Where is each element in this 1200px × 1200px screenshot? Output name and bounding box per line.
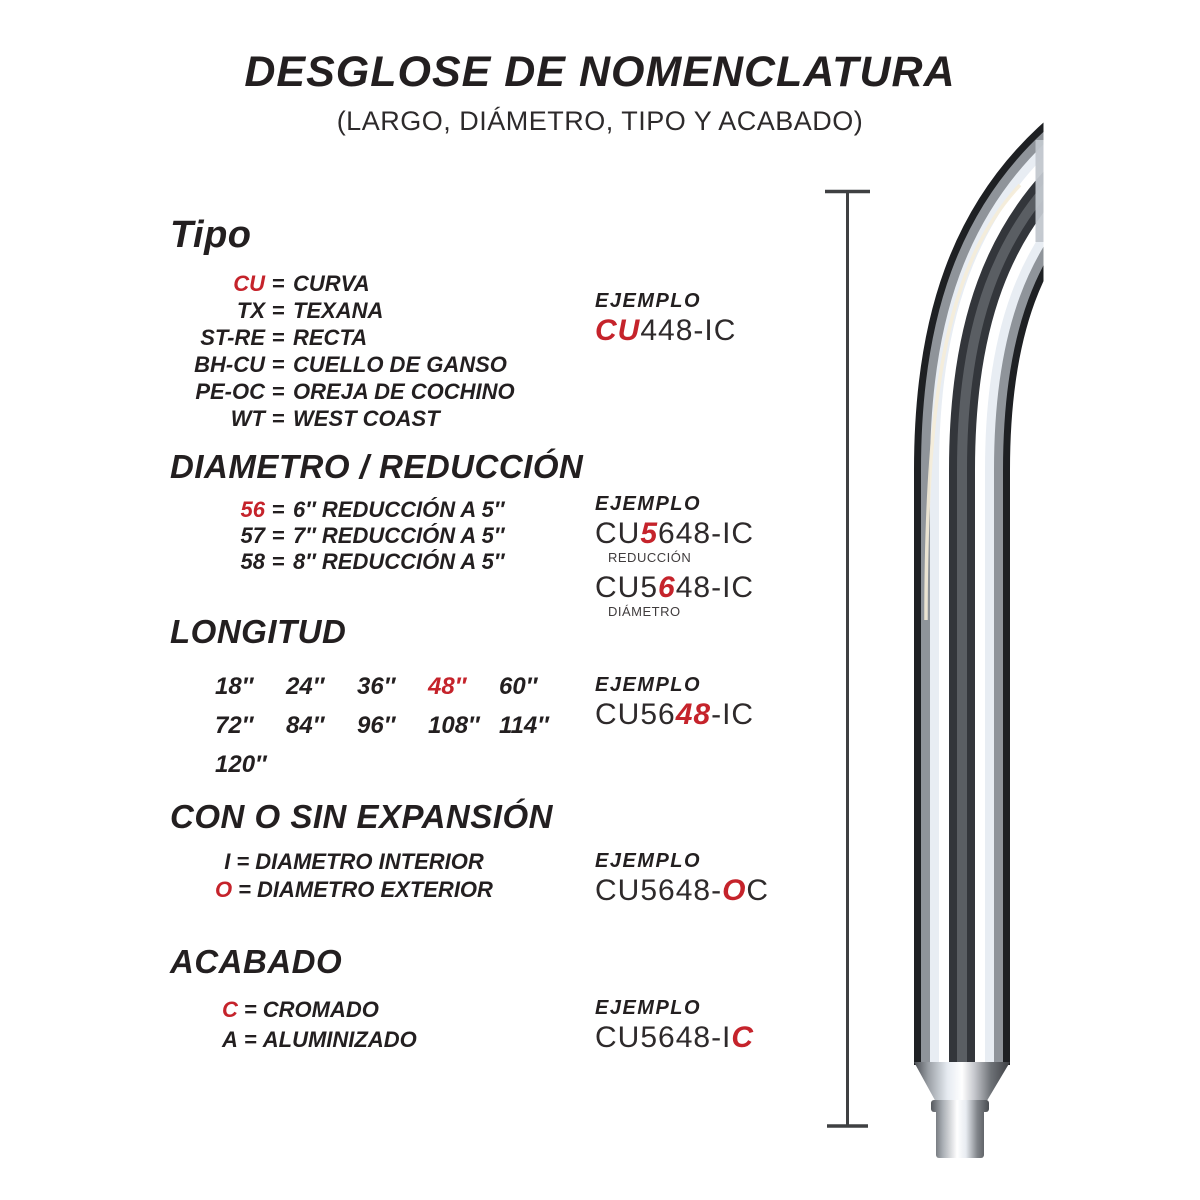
equals-sign: =: [271, 352, 285, 377]
pipe-inlet-tube: [936, 1108, 984, 1158]
example-code: [595, 315, 736, 347]
code-segment: 648-IC: [658, 517, 755, 550]
length-value: 72″: [215, 712, 254, 739]
section-expansion: [170, 798, 553, 904]
code-segment-highlighted: O: [722, 874, 747, 907]
equals-sign: =: [271, 497, 285, 522]
diametro-value: 8″ REDUCCIÓN A 5″: [293, 549, 505, 574]
diametro-code: 57: [240, 523, 265, 548]
page-title: DESGLOSE DE NOMENCLATURA: [244, 48, 956, 96]
code-segment: CU5: [595, 571, 659, 604]
length-value: 108″: [428, 712, 480, 739]
equals-sign: =: [271, 523, 285, 548]
code-segment: 48-IC: [675, 571, 755, 604]
longitud-values-grid: [170, 667, 570, 784]
length-value: 120″: [215, 751, 267, 778]
equals-sign: =: [271, 325, 285, 350]
section-tipo-heading: Tipo: [170, 214, 252, 256]
pipe-cut-rim: [1036, 140, 1044, 242]
section-longitud: [170, 613, 570, 784]
equals-sign: =: [238, 877, 252, 902]
section-acabado-heading: ACABADO: [170, 943, 343, 980]
equals-sign: =: [271, 298, 285, 323]
expansion-definition-list: [170, 848, 538, 904]
example-label: EJEMPLO: [595, 290, 702, 312]
example-label: EJEMPLO: [595, 674, 702, 696]
example-label: EJEMPLO: [595, 493, 702, 515]
code-segment-highlighted: 48: [675, 698, 712, 731]
tipo-value: OREJA DE COCHINO: [293, 379, 515, 404]
length-value: 96″: [357, 712, 396, 739]
acabado-code: C: [222, 997, 238, 1022]
exhaust-pipe-illustration: [780, 110, 1200, 1200]
tipo-code: PE-OC: [195, 379, 265, 404]
code-segment: CU5648-I: [595, 1021, 732, 1054]
example-block-expansion: [595, 850, 769, 907]
code-segment: C: [746, 874, 770, 907]
code-segment: 448-IC: [640, 314, 737, 347]
acabado-code: A: [222, 1027, 238, 1052]
example-code: [595, 518, 754, 550]
tipo-value: CURVA: [293, 271, 370, 296]
tipo-code: ST-RE: [200, 325, 265, 350]
section-expansion-heading: CON O SIN EXPANSIÓN: [170, 798, 553, 835]
diametro-value: 7″ REDUCCIÓN A 5″: [293, 523, 505, 548]
tipo-code: BH-CU: [194, 352, 265, 377]
code-segment: CU56: [595, 698, 676, 731]
example-label: EJEMPLO: [595, 997, 702, 1019]
code-segment-highlighted: 6: [658, 571, 676, 604]
equals-sign: =: [236, 849, 250, 874]
length-value: 114″: [499, 712, 549, 739]
code-segment-highlighted: 5: [640, 517, 659, 550]
acabado-value: ALUMINIZADO: [262, 1027, 417, 1052]
page-subtitle: (LARGO, DIÁMETRO, TIPO Y ACABADO): [336, 106, 864, 136]
equals-sign: =: [271, 549, 285, 574]
length-value: 24″: [286, 673, 325, 700]
code-segment: -IC: [711, 698, 755, 731]
example-code: [595, 572, 754, 604]
diametro-value: 6″ REDUCCIÓN A 5″: [293, 497, 505, 522]
tipo-code: CU: [233, 271, 265, 296]
expansion-row: [170, 848, 538, 876]
equals-sign: =: [271, 271, 285, 296]
length-value: 18″: [215, 673, 254, 700]
example-block-tipo: [595, 290, 736, 347]
length-value: 36″: [357, 673, 396, 700]
pipe-reduction-taper: [914, 1062, 1010, 1104]
tipo-value: TEXANA: [293, 298, 384, 323]
code-segment-highlighted: CU: [595, 314, 641, 347]
example-code: [595, 875, 769, 907]
example-code: [595, 699, 754, 731]
tipo-code: WT: [230, 406, 265, 431]
length-value-highlighted: 48″: [428, 673, 467, 700]
example-block-acabado: [595, 997, 754, 1054]
section-diametro: [170, 448, 583, 575]
example-code: [595, 1022, 754, 1054]
equals-sign: =: [243, 997, 257, 1022]
expansion-code: I: [224, 849, 231, 874]
acabado-definition-list: [170, 995, 417, 1055]
example-sub-label: DIÁMETRO: [608, 604, 681, 619]
section-acabado: [170, 943, 417, 1055]
example-sub-label: REDUCCIÓN: [608, 550, 692, 565]
section-tipo: [170, 214, 515, 432]
diametro-code: 56: [240, 497, 265, 522]
acabado-value: CROMADO: [262, 997, 379, 1022]
equals-sign: =: [271, 379, 285, 404]
tipo-value: CUELLO DE GANSO: [293, 352, 507, 377]
tipo-value: WEST COAST: [293, 406, 440, 431]
section-diametro-heading: DIAMETRO / REDUCCIÓN: [170, 448, 584, 485]
expansion-value: DIAMETRO INTERIOR: [255, 849, 484, 874]
equals-sign: =: [243, 1027, 257, 1052]
section-longitud-heading: LONGITUD: [170, 613, 347, 650]
code-segment-highlighted: C: [731, 1021, 755, 1054]
example-label: EJEMPLO: [595, 850, 702, 872]
expansion-code: O: [215, 877, 233, 902]
diametro-code: 58: [240, 549, 265, 574]
expansion-value: DIAMETRO EXTERIOR: [257, 877, 493, 902]
expansion-row: [170, 876, 538, 904]
acabado-row: [222, 1025, 417, 1055]
tipo-definition-list: [170, 270, 515, 432]
tipo-value: RECTA: [293, 325, 368, 350]
equals-sign: =: [271, 406, 285, 431]
example-block-diametro: [595, 493, 754, 626]
length-value: 84″: [286, 712, 325, 739]
height-measure-line: [825, 192, 870, 1127]
pipe-body: [926, 140, 1085, 1065]
example-block-longitud: [595, 674, 754, 731]
acabado-row: [222, 995, 417, 1025]
length-value: 60″: [499, 673, 538, 700]
code-segment: CU5648-: [595, 874, 723, 907]
tipo-code: TX: [236, 298, 265, 323]
code-segment: CU: [595, 517, 641, 550]
diametro-definition-list: [170, 497, 583, 575]
